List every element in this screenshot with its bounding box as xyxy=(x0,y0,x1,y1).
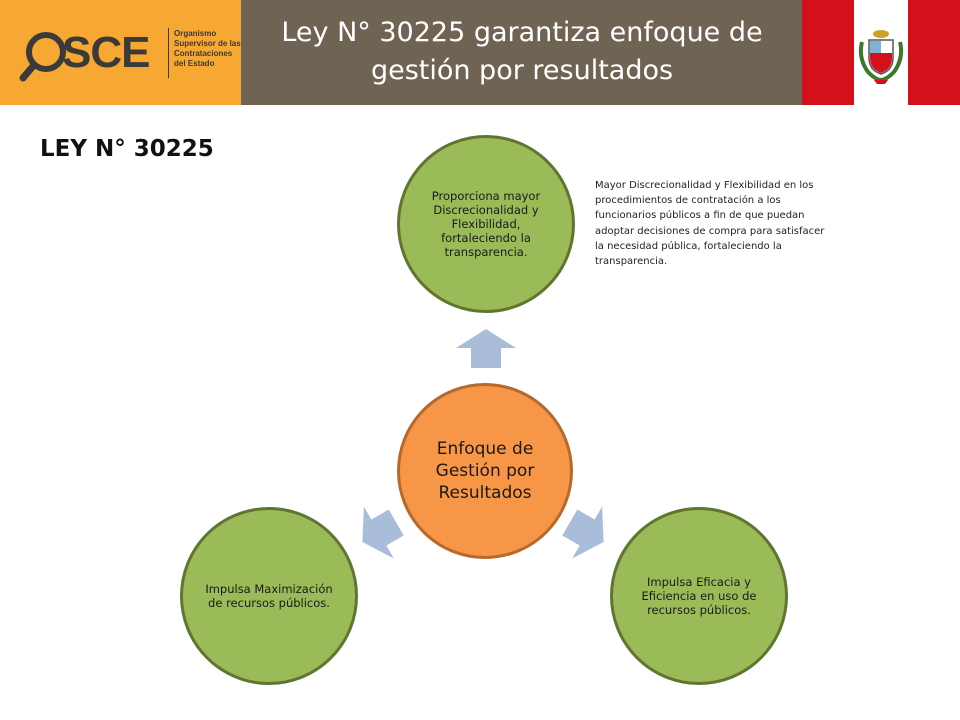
logo-subtitle-line: del Estado xyxy=(174,59,215,68)
circle-efficacy-text: Impulsa Eficacia y Eficiencia en uso de recursos públicos. xyxy=(641,575,757,617)
arrow-down-left xyxy=(347,497,411,568)
circle-maximization xyxy=(180,507,358,685)
circle-discretionality-text: Proporciona mayor Discrecionalidad y Flexibilidad, fortaleciendo la transparencia. xyxy=(431,189,541,259)
title-line-1: Ley N° 30225 garantiza enfoque de xyxy=(281,17,763,48)
circle-discretionality xyxy=(397,135,575,313)
logo-brand: SCE xyxy=(62,28,150,77)
logo-subtitle-line: Organismo xyxy=(174,29,217,38)
arrow-up xyxy=(456,329,516,368)
circle-results-management xyxy=(397,383,573,559)
logo-subtitle-line: Contrataciones xyxy=(174,49,233,58)
law-label: LEY N° 30225 xyxy=(40,136,214,162)
title-line-2: gestión por resultados xyxy=(370,55,674,86)
logo-subtitle-line: Supervisor de las xyxy=(174,39,241,48)
circle-results-management-text: Enfoque de Gestión por Resultados xyxy=(435,439,535,503)
circle-efficacy xyxy=(610,507,788,685)
circle-maximization-text: Impulsa Maximización de recursos públicos. xyxy=(205,582,333,610)
side-note: Mayor Discrecionalidad y Flexibilidad en los procedimientos de contratación a los funcionarios públicos a fin de que puedan adoptar decisiones de compra para satisfacer la necesidad pública, fortaleciendo la transparencia. xyxy=(595,180,825,268)
